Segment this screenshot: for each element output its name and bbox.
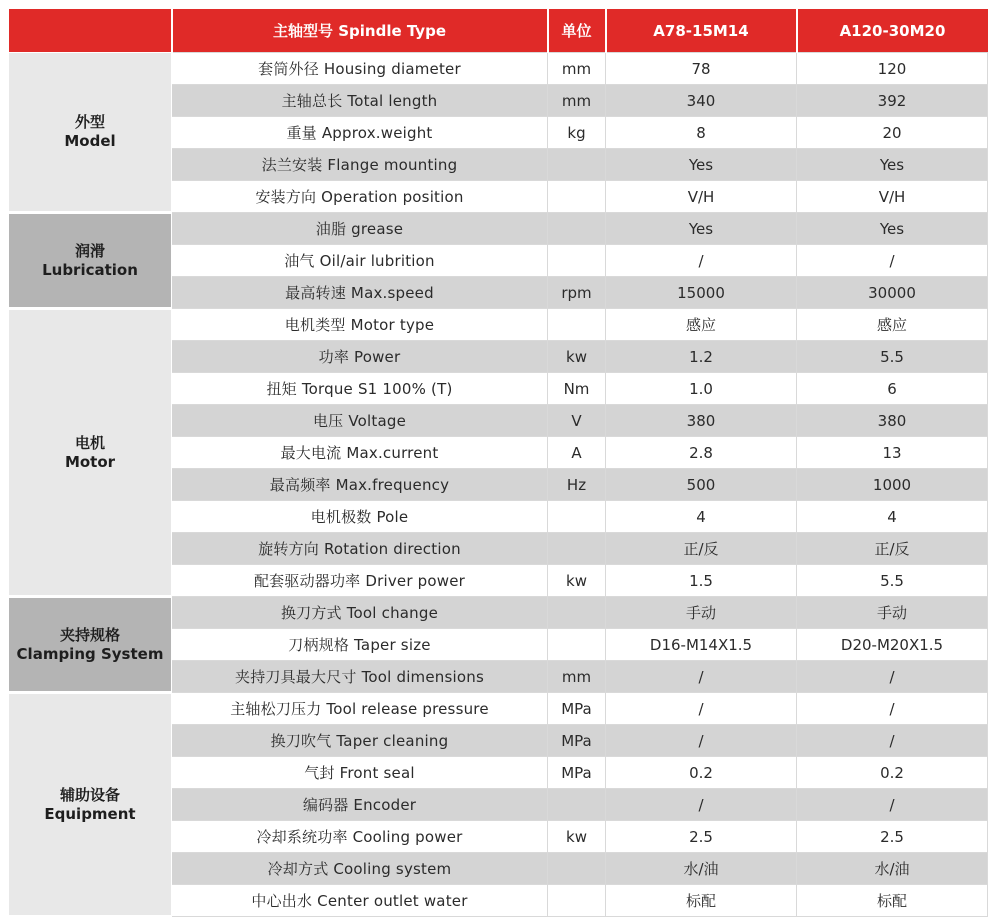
spec-table-container (8, 9, 988, 918)
value-cell-model-2: 5.5 (797, 341, 988, 373)
unit-cell: kw (548, 821, 606, 853)
group-label (9, 53, 172, 213)
param-cell: 扭矩 Torque S1 100% (T) (172, 373, 548, 405)
value-cell-model-1: 8 (606, 117, 797, 149)
header-corner (9, 9, 172, 53)
unit-cell: mm (548, 85, 606, 117)
param-cell: 刀柄规格 Taper size (172, 629, 548, 661)
value-cell-model-2: Yes (797, 149, 988, 181)
param-cell: 冷却系统功率 Cooling power (172, 821, 548, 853)
param-cell: 换刀方式 Tool change (172, 597, 548, 629)
unit-cell (548, 245, 606, 277)
param-cell: 安装方向 Operation position (172, 181, 548, 213)
value-cell-model-2: / (797, 693, 988, 725)
param-cell: 法兰安装 Flange mounting (172, 149, 548, 181)
spindle-spec-table (8, 9, 988, 918)
value-cell-model-2: / (797, 725, 988, 757)
header-model-2: A120-30M20 (797, 9, 988, 53)
value-cell-model-1: 手动 (606, 597, 797, 629)
unit-cell: MPa (548, 725, 606, 757)
param-cell: 夹持刀具最大尺寸 Tool dimensions (172, 661, 548, 693)
value-cell-model-1: 2.5 (606, 821, 797, 853)
param-cell: 油气 Oil/air lubrition (172, 245, 548, 277)
unit-cell: MPa (548, 693, 606, 725)
value-cell-model-1: 340 (606, 85, 797, 117)
value-cell-model-1: 78 (606, 53, 797, 85)
value-cell-model-2: 380 (797, 405, 988, 437)
param-cell: 气封 Front seal (172, 757, 548, 789)
table-row (9, 53, 988, 85)
group-label-en: Clamping System (16, 644, 164, 663)
value-cell-model-1: Yes (606, 149, 797, 181)
unit-cell (548, 789, 606, 821)
unit-cell: mm (548, 53, 606, 85)
unit-cell: kg (548, 117, 606, 149)
table-row (9, 693, 988, 725)
value-cell-model-1: D16-M14X1.5 (606, 629, 797, 661)
unit-cell (548, 853, 606, 885)
header-spindle-type: 主轴型号 Spindle Type (172, 9, 548, 53)
value-cell-model-1: 4 (606, 501, 797, 533)
param-cell: 主轴总长 Total length (172, 85, 548, 117)
param-cell: 重量 Approx.weight (172, 117, 548, 149)
param-cell: 主轴松刀压力 Tool release pressure (172, 693, 548, 725)
spec-table-body (9, 53, 988, 917)
value-cell-model-1: 0.2 (606, 757, 797, 789)
table-row (9, 597, 988, 629)
value-cell-model-2: V/H (797, 181, 988, 213)
param-cell: 电机极数 Pole (172, 501, 548, 533)
value-cell-model-1: / (606, 661, 797, 693)
param-cell: 油脂 grease (172, 213, 548, 245)
unit-cell: rpm (548, 277, 606, 309)
value-cell-model-1: / (606, 725, 797, 757)
value-cell-model-2: 30000 (797, 277, 988, 309)
value-cell-model-1: 水/油 (606, 853, 797, 885)
unit-cell (548, 181, 606, 213)
group-label-zh: 夹持规格 (59, 625, 120, 644)
unit-cell: kw (548, 565, 606, 597)
unit-cell: A (548, 437, 606, 469)
unit-cell (548, 501, 606, 533)
unit-cell (548, 885, 606, 917)
value-cell-model-1: 1.5 (606, 565, 797, 597)
param-cell: 套筒外径 Housing diameter (172, 53, 548, 85)
unit-cell (548, 533, 606, 565)
unit-cell (548, 597, 606, 629)
value-cell-model-2: 4 (797, 501, 988, 533)
value-cell-model-1: / (606, 789, 797, 821)
value-cell-model-2: 1000 (797, 469, 988, 501)
value-cell-model-2: 13 (797, 437, 988, 469)
unit-cell: Hz (548, 469, 606, 501)
value-cell-model-1: 2.8 (606, 437, 797, 469)
param-cell: 换刀吹气 Taper cleaning (172, 725, 548, 757)
table-row (9, 309, 988, 341)
value-cell-model-1: 感应 (606, 309, 797, 341)
param-cell: 编码器 Encoder (172, 789, 548, 821)
param-cell: 旋转方向 Rotation direction (172, 533, 548, 565)
unit-cell: V (548, 405, 606, 437)
unit-cell (548, 149, 606, 181)
value-cell-model-2: 正/反 (797, 533, 988, 565)
value-cell-model-2: 6 (797, 373, 988, 405)
group-label (9, 213, 172, 309)
value-cell-model-2: Yes (797, 213, 988, 245)
table-row (9, 213, 988, 245)
value-cell-model-2: / (797, 245, 988, 277)
value-cell-model-2: 手动 (797, 597, 988, 629)
unit-cell (548, 213, 606, 245)
value-cell-model-2: 20 (797, 117, 988, 149)
value-cell-model-1: 15000 (606, 277, 797, 309)
param-cell: 配套驱动器功率 Driver power (172, 565, 548, 597)
value-cell-model-2: 标配 (797, 885, 988, 917)
value-cell-model-1: 380 (606, 405, 797, 437)
value-cell-model-2: 水/油 (797, 853, 988, 885)
unit-cell: Nm (548, 373, 606, 405)
group-label-en: Equipment (44, 804, 136, 823)
param-cell: 电机类型 Motor type (172, 309, 548, 341)
group-label-en: Motor (64, 452, 116, 471)
group-label-zh: 润滑 (74, 241, 105, 260)
value-cell-model-1: 500 (606, 469, 797, 501)
header-unit: 单位 (548, 9, 606, 53)
value-cell-model-1: 正/反 (606, 533, 797, 565)
group-label (9, 309, 172, 597)
group-label-zh: 辅助设备 (59, 785, 120, 804)
value-cell-model-2: 2.5 (797, 821, 988, 853)
header-model-1: A78-15M14 (606, 9, 797, 53)
unit-cell: mm (548, 661, 606, 693)
unit-cell (548, 629, 606, 661)
param-cell: 最高频率 Max.frequency (172, 469, 548, 501)
value-cell-model-1: 1.2 (606, 341, 797, 373)
param-cell: 电压 Voltage (172, 405, 548, 437)
param-cell: 最大电流 Max.current (172, 437, 548, 469)
value-cell-model-2: 5.5 (797, 565, 988, 597)
value-cell-model-1: / (606, 245, 797, 277)
group-label-en: Model (64, 132, 116, 150)
value-cell-model-2: D20-M20X1.5 (797, 629, 988, 661)
value-cell-model-1: 1.0 (606, 373, 797, 405)
group-label (9, 693, 172, 917)
param-cell: 功率 Power (172, 341, 548, 373)
group-label-zh: 电机 (74, 433, 105, 452)
value-cell-model-1: / (606, 693, 797, 725)
value-cell-model-2: / (797, 661, 988, 693)
group-label-zh: 外型 (74, 113, 105, 131)
value-cell-model-1: V/H (606, 181, 797, 213)
unit-cell: MPa (548, 757, 606, 789)
unit-cell (548, 309, 606, 341)
param-cell: 中心出水 Center outlet water (172, 885, 548, 917)
value-cell-model-2: 感应 (797, 309, 988, 341)
value-cell-model-1: 标配 (606, 885, 797, 917)
header-row (9, 9, 988, 53)
value-cell-model-2: / (797, 789, 988, 821)
value-cell-model-2: 120 (797, 53, 988, 85)
value-cell-model-2: 0.2 (797, 757, 988, 789)
group-label (9, 597, 172, 693)
value-cell-model-2: 392 (797, 85, 988, 117)
param-cell: 最高转速 Max.speed (172, 277, 548, 309)
value-cell-model-1: Yes (606, 213, 797, 245)
param-cell: 冷却方式 Cooling system (172, 853, 548, 885)
group-label-en: Lubrication (42, 260, 138, 279)
unit-cell: kw (548, 341, 606, 373)
